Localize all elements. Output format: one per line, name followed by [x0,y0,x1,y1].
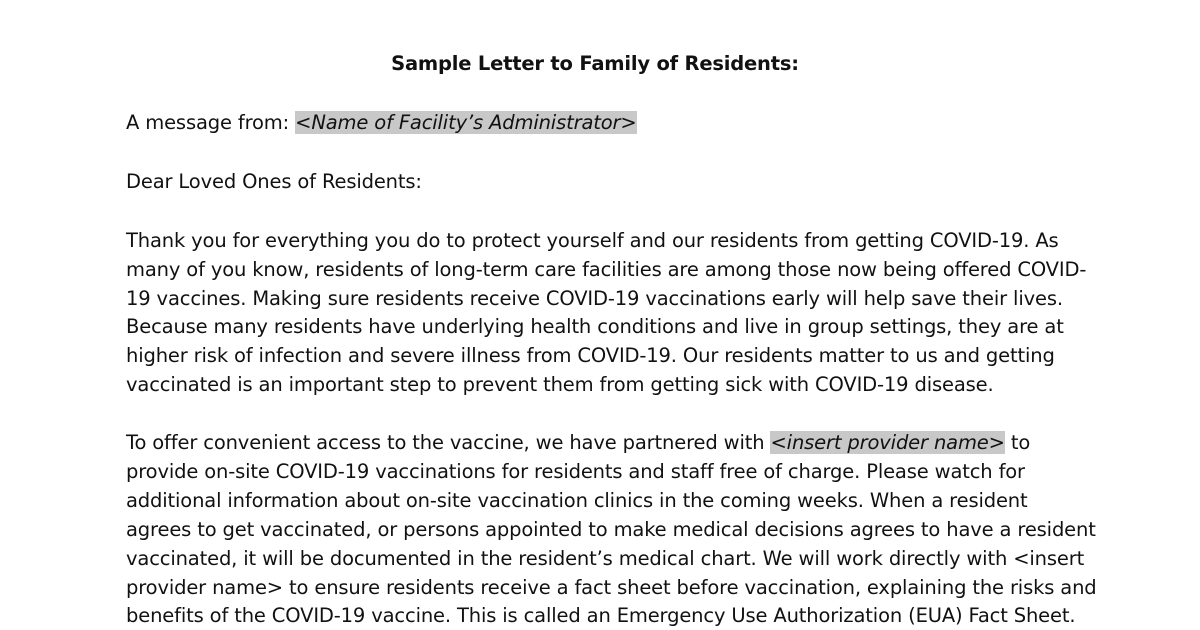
paragraph-text: To offer convenient access to the vaccine, we have partnered with [126,431,771,454]
paragraph-line: Thank you for everything you do to protect yourself and our residents from getting COVID-19. As [126,229,1059,252]
paragraph-line: vaccinated is an important step to prevent them from getting sick with COVID-19 disease. [126,373,994,396]
paragraph-line: provider name> to ensure residents receive a fact sheet before vaccination, explaining the risks and [126,576,1097,599]
paragraph-line: provide on-site COVID-19 vaccinations for residents and staff free of charge. Please watch for [126,460,1025,483]
administrator-placeholder: <Name of Facility’s Administrator> [295,111,637,134]
paragraph-line: Because many residents have underlying health conditions and live in group settings, they are at [126,315,1064,338]
from-line [126,108,1126,137]
salutation: Dear Loved Ones of Residents: [126,170,422,193]
paragraph-line: 19 vaccines. Making sure residents receive COVID-19 vaccinations early will help save their lives. [126,287,1063,310]
paragraph-line: additional information about on-site vaccination clinics in the coming weeks. When a resident [126,489,1028,512]
paragraph-line: many of you know, residents of long-term care facilities are among those now being offered COVID- [126,258,1087,281]
from-prefix: A message from: [126,111,296,134]
paragraph-line: agrees to get vaccinated, or persons appointed to make medical decisions agrees to have a resident [126,518,1096,541]
paragraph-line: higher risk of infection and severe illness from COVID-19. Our residents matter to us and getting [126,344,1055,367]
paragraph-line: vaccinated, it will be documented in the resident’s medical chart. We will work directly with <insert [126,547,1085,570]
provider-placeholder: <insert provider name> [770,431,1005,454]
paragraph-line: benefits of the COVID-19 vaccine. This is called an Emergency Use Authorization (EUA) Fact Sheet. [126,604,1076,627]
paragraph-line [126,428,1126,457]
paragraph-text: to [1004,431,1031,454]
letter-title: Sample Letter to Family of Residents: [391,52,799,75]
